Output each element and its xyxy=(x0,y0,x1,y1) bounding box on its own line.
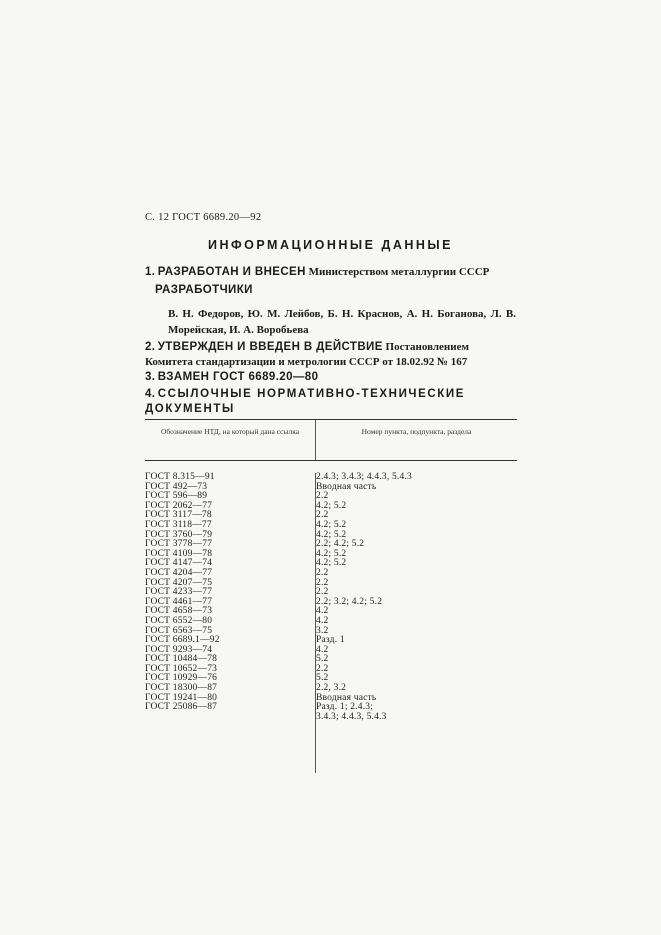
table-row-section: Разд. 1; 2.4.3; xyxy=(316,702,374,713)
table-row-section: 5.2 xyxy=(316,673,329,684)
item-developers xyxy=(155,283,527,298)
table-row-section: 4.2 xyxy=(316,606,329,617)
table-row-document: ГОСТ 8.315—91 xyxy=(145,472,215,482)
column-sections xyxy=(315,473,517,773)
table-row-section: 2.2 xyxy=(316,587,329,598)
table-row-section: 2.2 xyxy=(316,577,329,588)
item-text: Постановлением Комитета стандартизации и метрологии СССР от 18.02.92 № 167 xyxy=(145,341,469,368)
table-row-document: ГОСТ 10652—73 xyxy=(145,663,218,674)
table-row-section: 2.2 xyxy=(316,567,329,578)
table-header xyxy=(145,419,517,461)
table-row-document: ГОСТ 3778—77 xyxy=(145,539,213,550)
table-row-document: ГОСТ 3118—77 xyxy=(145,519,212,530)
table-row-document: ГОСТ 25086—87 xyxy=(145,702,218,713)
item-developed xyxy=(145,265,517,280)
item-heading: ССЫЛОЧНЫЕ НОРМАТИВНО-ТЕХНИЧЕСКИЕ ДОКУМЕНТЫ xyxy=(145,388,466,415)
section-title: ИНФОРМАЦИОННЫЕ ДАННЫЕ xyxy=(207,238,454,252)
item-number: 4. xyxy=(145,388,156,400)
table-row-section: 4.2; 5.2 xyxy=(316,519,347,530)
table-row-document: ГОСТ 10929—76 xyxy=(145,673,218,684)
table-row-document: ГОСТ 4461—77 xyxy=(145,596,213,607)
item-text: Министерством металлургии СССР xyxy=(308,266,490,278)
table-row-document: ГОСТ 4147—74 xyxy=(145,558,213,569)
table-row-section: 3.2 xyxy=(316,625,329,636)
table-row-document: ГОСТ 6552—80 xyxy=(145,615,213,626)
column-documents xyxy=(145,473,315,773)
table-row-document: ГОСТ 4109—78 xyxy=(145,548,213,559)
table-row-section: 2.2 xyxy=(316,510,329,521)
item-heading: РАЗРАБОТАН И ВНЕСЕН xyxy=(157,266,306,278)
item-heading: УТВЕРЖДЕН И ВВЕДЕН В ДЕЙСТВИЕ xyxy=(157,341,383,353)
header-left: Обозначение НТД, на который дана ссылка xyxy=(160,427,300,436)
table-row-section: Вводная часть xyxy=(316,481,377,492)
table-body xyxy=(145,461,517,773)
table-row-document: ГОСТ 4204—77 xyxy=(145,567,213,578)
table-row-section: 4.2 xyxy=(316,644,329,655)
item-heading: ВЗАМЕН ГОСТ 6689.20—80 xyxy=(157,371,319,383)
references-table xyxy=(145,419,517,773)
table-row-document: ГОСТ 3117—78 xyxy=(145,510,212,521)
page-header: С. 12 ГОСТ 6689.20—92 xyxy=(145,212,262,223)
table-row-document: ГОСТ 492—73 xyxy=(145,481,208,492)
table-row-section: 2.4.3; 3.4.3; 4.4.3, 5.4.3 xyxy=(316,472,412,482)
table-row-section: Вводная часть xyxy=(316,692,377,703)
table-row-document: ГОСТ 2062—77 xyxy=(145,500,213,511)
table-row-document: ГОСТ 6563—75 xyxy=(145,625,213,636)
table-row-document: ГОСТ 9293—74 xyxy=(145,644,213,655)
header-right: Номер пункта, подпункта, раздела xyxy=(315,420,517,460)
item-number: 1. xyxy=(145,266,156,278)
table-row-document: ГОСТ 18300—87 xyxy=(145,683,218,694)
table-row-section: 2.2; 4.2; 5.2 xyxy=(316,539,365,550)
table-row-section: 2.2, 3.2 xyxy=(316,683,347,694)
table-row-document: ГОСТ 4207—75 xyxy=(145,577,213,588)
item-approved xyxy=(145,340,517,370)
item-references xyxy=(145,387,517,417)
table-row-document: ГОСТ 4233—77 xyxy=(145,587,213,598)
table-row-section: 3.4.3; 4.4.3, 5.4.3 xyxy=(316,711,387,722)
item-number: 3. xyxy=(145,371,156,383)
item-replaces xyxy=(145,370,517,385)
table-row-section: 5.2 xyxy=(316,654,329,665)
item-number: 2. xyxy=(145,341,156,353)
table-row-section: 2.2 xyxy=(316,491,329,502)
table-row-document: ГОСТ 596—89 xyxy=(145,491,208,502)
table-row-document: ГОСТ 10484—78 xyxy=(145,654,218,665)
authors-list: В. Н. Федоров, Ю. М. Лейбов, Б. Н. Краснов, А. Н. Боганова, Л. В. Морейская, И. А. Воробьева xyxy=(168,308,516,336)
table-row-section: 2.2 xyxy=(316,663,329,674)
table-row-document: ГОСТ 19241—80 xyxy=(145,692,218,703)
table-row-document: ГОСТ 6689.1—92 xyxy=(145,635,220,646)
table-row-section: 2.2; 3.2; 4.2; 5.2 xyxy=(316,596,383,607)
table-row-document: ГОСТ 3760—79 xyxy=(145,529,213,540)
table-row-section: 4.2; 5.2 xyxy=(316,529,347,540)
table-row-document: ГОСТ 4658—73 xyxy=(145,606,213,617)
item-heading: РАЗРАБОТЧИКИ xyxy=(155,284,253,296)
table-row-section: 4.2; 5.2 xyxy=(316,500,347,511)
table-row-section: 4.2 xyxy=(316,615,329,626)
table-row-section: 4.2; 5.2 xyxy=(316,558,347,569)
table-row-section: Разд. 1 xyxy=(316,635,345,646)
table-row-section: 4.2; 5.2 xyxy=(316,548,347,559)
